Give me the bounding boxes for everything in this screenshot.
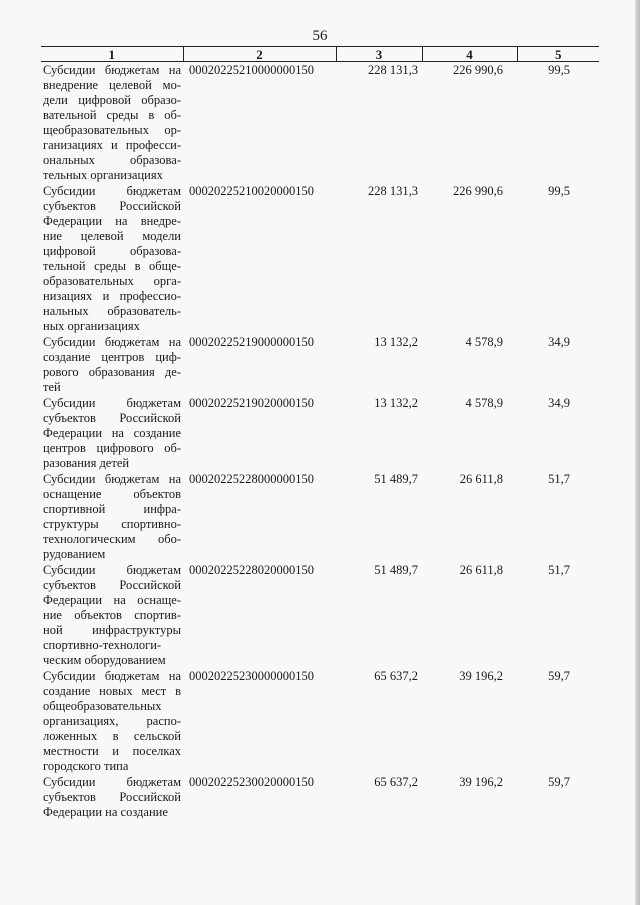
- row-name-line: ложенных в сельской: [43, 729, 181, 743]
- row-name: [41, 395, 183, 471]
- table-row: [41, 395, 599, 471]
- row-name-line: низациях и профессио-: [43, 289, 181, 303]
- row-name-line: Субсидии бюджетам: [43, 563, 181, 577]
- row-name-line: рудованием: [43, 547, 106, 561]
- row-code: 00020225219000000150: [189, 335, 314, 349]
- row-percent-value: 34,9: [548, 335, 570, 349]
- row-name-line: ных организациях: [43, 319, 140, 333]
- row-name-line: спортивно-технологи-: [43, 638, 162, 652]
- row-name-line: тельной среды в обще-: [43, 259, 181, 273]
- row-percent-value: 59,7: [548, 775, 570, 789]
- row-plan-value: 65 637,2: [374, 775, 418, 789]
- row-name-line: создание новых мест в: [43, 684, 181, 698]
- row-name-line: спортивной инфра-: [43, 502, 181, 516]
- row-code: 00020225210000000150: [189, 63, 314, 77]
- row-name-line: щеобразовательных ор-: [43, 123, 181, 137]
- row-plan-value: 13 132,2: [374, 335, 418, 349]
- row-code: 00020225228020000150: [189, 563, 314, 577]
- row-code: 00020225219020000150: [189, 396, 314, 410]
- row-plan-value: 51 489,7: [374, 563, 418, 577]
- row-code: 00020225230000000150: [189, 669, 314, 683]
- row-actual-value: 39 196,2: [459, 669, 503, 683]
- row-plan-value: 13 132,2: [374, 396, 418, 410]
- row-name-line: Федерации на создание: [43, 805, 168, 819]
- row-name-line: центров цифрового об-: [43, 441, 181, 455]
- row-actual-value: 39 196,2: [459, 775, 503, 789]
- row-name-line: цифровой образова-: [43, 244, 181, 258]
- column-header-1: 1: [41, 47, 183, 62]
- row-actual-value: 4 578,9: [465, 335, 503, 349]
- row-name-line: Федерации на внедре-: [43, 214, 181, 228]
- row-code: 00020225230020000150: [189, 775, 314, 789]
- row-name: [41, 562, 183, 668]
- scan-edge: [635, 0, 640, 905]
- table-row: [41, 334, 599, 395]
- row-percent-value: 51,7: [548, 563, 570, 577]
- column-header-4: 4: [422, 47, 517, 62]
- row-name-line: субъектов Российской: [43, 411, 181, 425]
- row-name-line: нальных образователь-: [43, 304, 181, 318]
- row-code: 00020225228000000150: [189, 472, 314, 486]
- row-name-line: рового образования де-: [43, 365, 181, 379]
- row-plan-value: 65 637,2: [374, 669, 418, 683]
- column-header-2: 2: [183, 47, 336, 62]
- row-name-line: оснащение объектов: [43, 487, 181, 501]
- row-percent-value: 59,7: [548, 669, 570, 683]
- row-name-line: Субсидии бюджетам: [43, 775, 181, 789]
- row-actual-value: 226 990,6: [453, 184, 503, 198]
- table-row: [41, 183, 599, 334]
- row-name: [41, 334, 183, 395]
- row-name-line: ческим оборудованием: [43, 653, 166, 667]
- row-name-line: Федерации на оснаще-: [43, 593, 181, 607]
- row-percent-value: 99,5: [548, 63, 570, 77]
- row-name-line: ональных образова-: [43, 153, 181, 167]
- row-name-line: субъектов Российской: [43, 578, 181, 592]
- row-name: [41, 62, 183, 184]
- row-name-line: тельных организациях: [43, 168, 163, 182]
- page-number: 56: [312, 28, 328, 44]
- row-name-line: Субсидии бюджетам на: [43, 472, 181, 486]
- row-name-line: Субсидии бюджетам: [43, 396, 181, 410]
- row-name-line: ние объектов спортив-: [43, 608, 181, 622]
- row-plan-value: 228 131,3: [368, 184, 418, 198]
- row-name-line: городского типа: [43, 759, 129, 773]
- row-actual-value: 26 611,8: [459, 472, 503, 486]
- table-row: [41, 62, 599, 184]
- row-name-line: тей: [43, 380, 61, 394]
- row-code: 00020225210020000150: [189, 184, 314, 198]
- row-name-line: Федерации на создание: [43, 426, 181, 440]
- table-header-row: [41, 47, 599, 62]
- row-name-line: общеобразовательных: [43, 699, 162, 713]
- row-name-line: местности и поселках: [43, 744, 181, 758]
- table-row: [41, 471, 599, 562]
- row-name-line: Субсидии бюджетам на: [43, 63, 181, 77]
- row-name-line: субъектов Российской: [43, 199, 181, 213]
- row-name-line: ной инфраструктуры: [43, 623, 181, 637]
- row-name: [41, 774, 183, 820]
- row-name-line: разования детей: [43, 456, 130, 470]
- row-name-line: организациях, распо-: [43, 714, 181, 728]
- row-plan-value: 51 489,7: [374, 472, 418, 486]
- row-name: [41, 471, 183, 562]
- row-actual-value: 4 578,9: [465, 396, 503, 410]
- row-actual-value: 26 611,8: [459, 563, 503, 577]
- row-name-line: Субсидии бюджетам на: [43, 335, 181, 349]
- column-header-3: 3: [336, 47, 422, 62]
- table-row: [41, 562, 599, 668]
- row-name-line: Субсидии бюджетам на: [43, 669, 181, 683]
- row-name-line: создание центров циф-: [43, 350, 181, 364]
- row-percent-value: 51,7: [548, 472, 570, 486]
- row-name-line: дели цифровой образо-: [43, 93, 181, 107]
- row-name-line: технологическим обо-: [43, 532, 181, 546]
- row-percent-value: 34,9: [548, 396, 570, 410]
- row-percent-value: 99,5: [548, 184, 570, 198]
- row-name: [41, 183, 183, 334]
- row-name-line: внедрение целевой мо-: [43, 78, 181, 92]
- row-name-line: структуры спортивно-: [43, 517, 181, 531]
- row-name-line: ние целевой модели: [43, 229, 181, 243]
- table-row: [41, 668, 599, 774]
- budget-table: [41, 46, 599, 820]
- row-name-line: вательной среды в об-: [43, 108, 181, 122]
- column-header-5: 5: [517, 47, 599, 62]
- table-row: [41, 774, 599, 820]
- row-actual-value: 226 990,6: [453, 63, 503, 77]
- row-name-line: образовательных орга-: [43, 274, 181, 288]
- row-name: [41, 668, 183, 774]
- row-name-line: субъектов Российской: [43, 790, 181, 804]
- row-name-line: Субсидии бюджетам: [43, 184, 181, 198]
- row-plan-value: 228 131,3: [368, 63, 418, 77]
- row-name-line: ганизациях и професси-: [43, 138, 181, 152]
